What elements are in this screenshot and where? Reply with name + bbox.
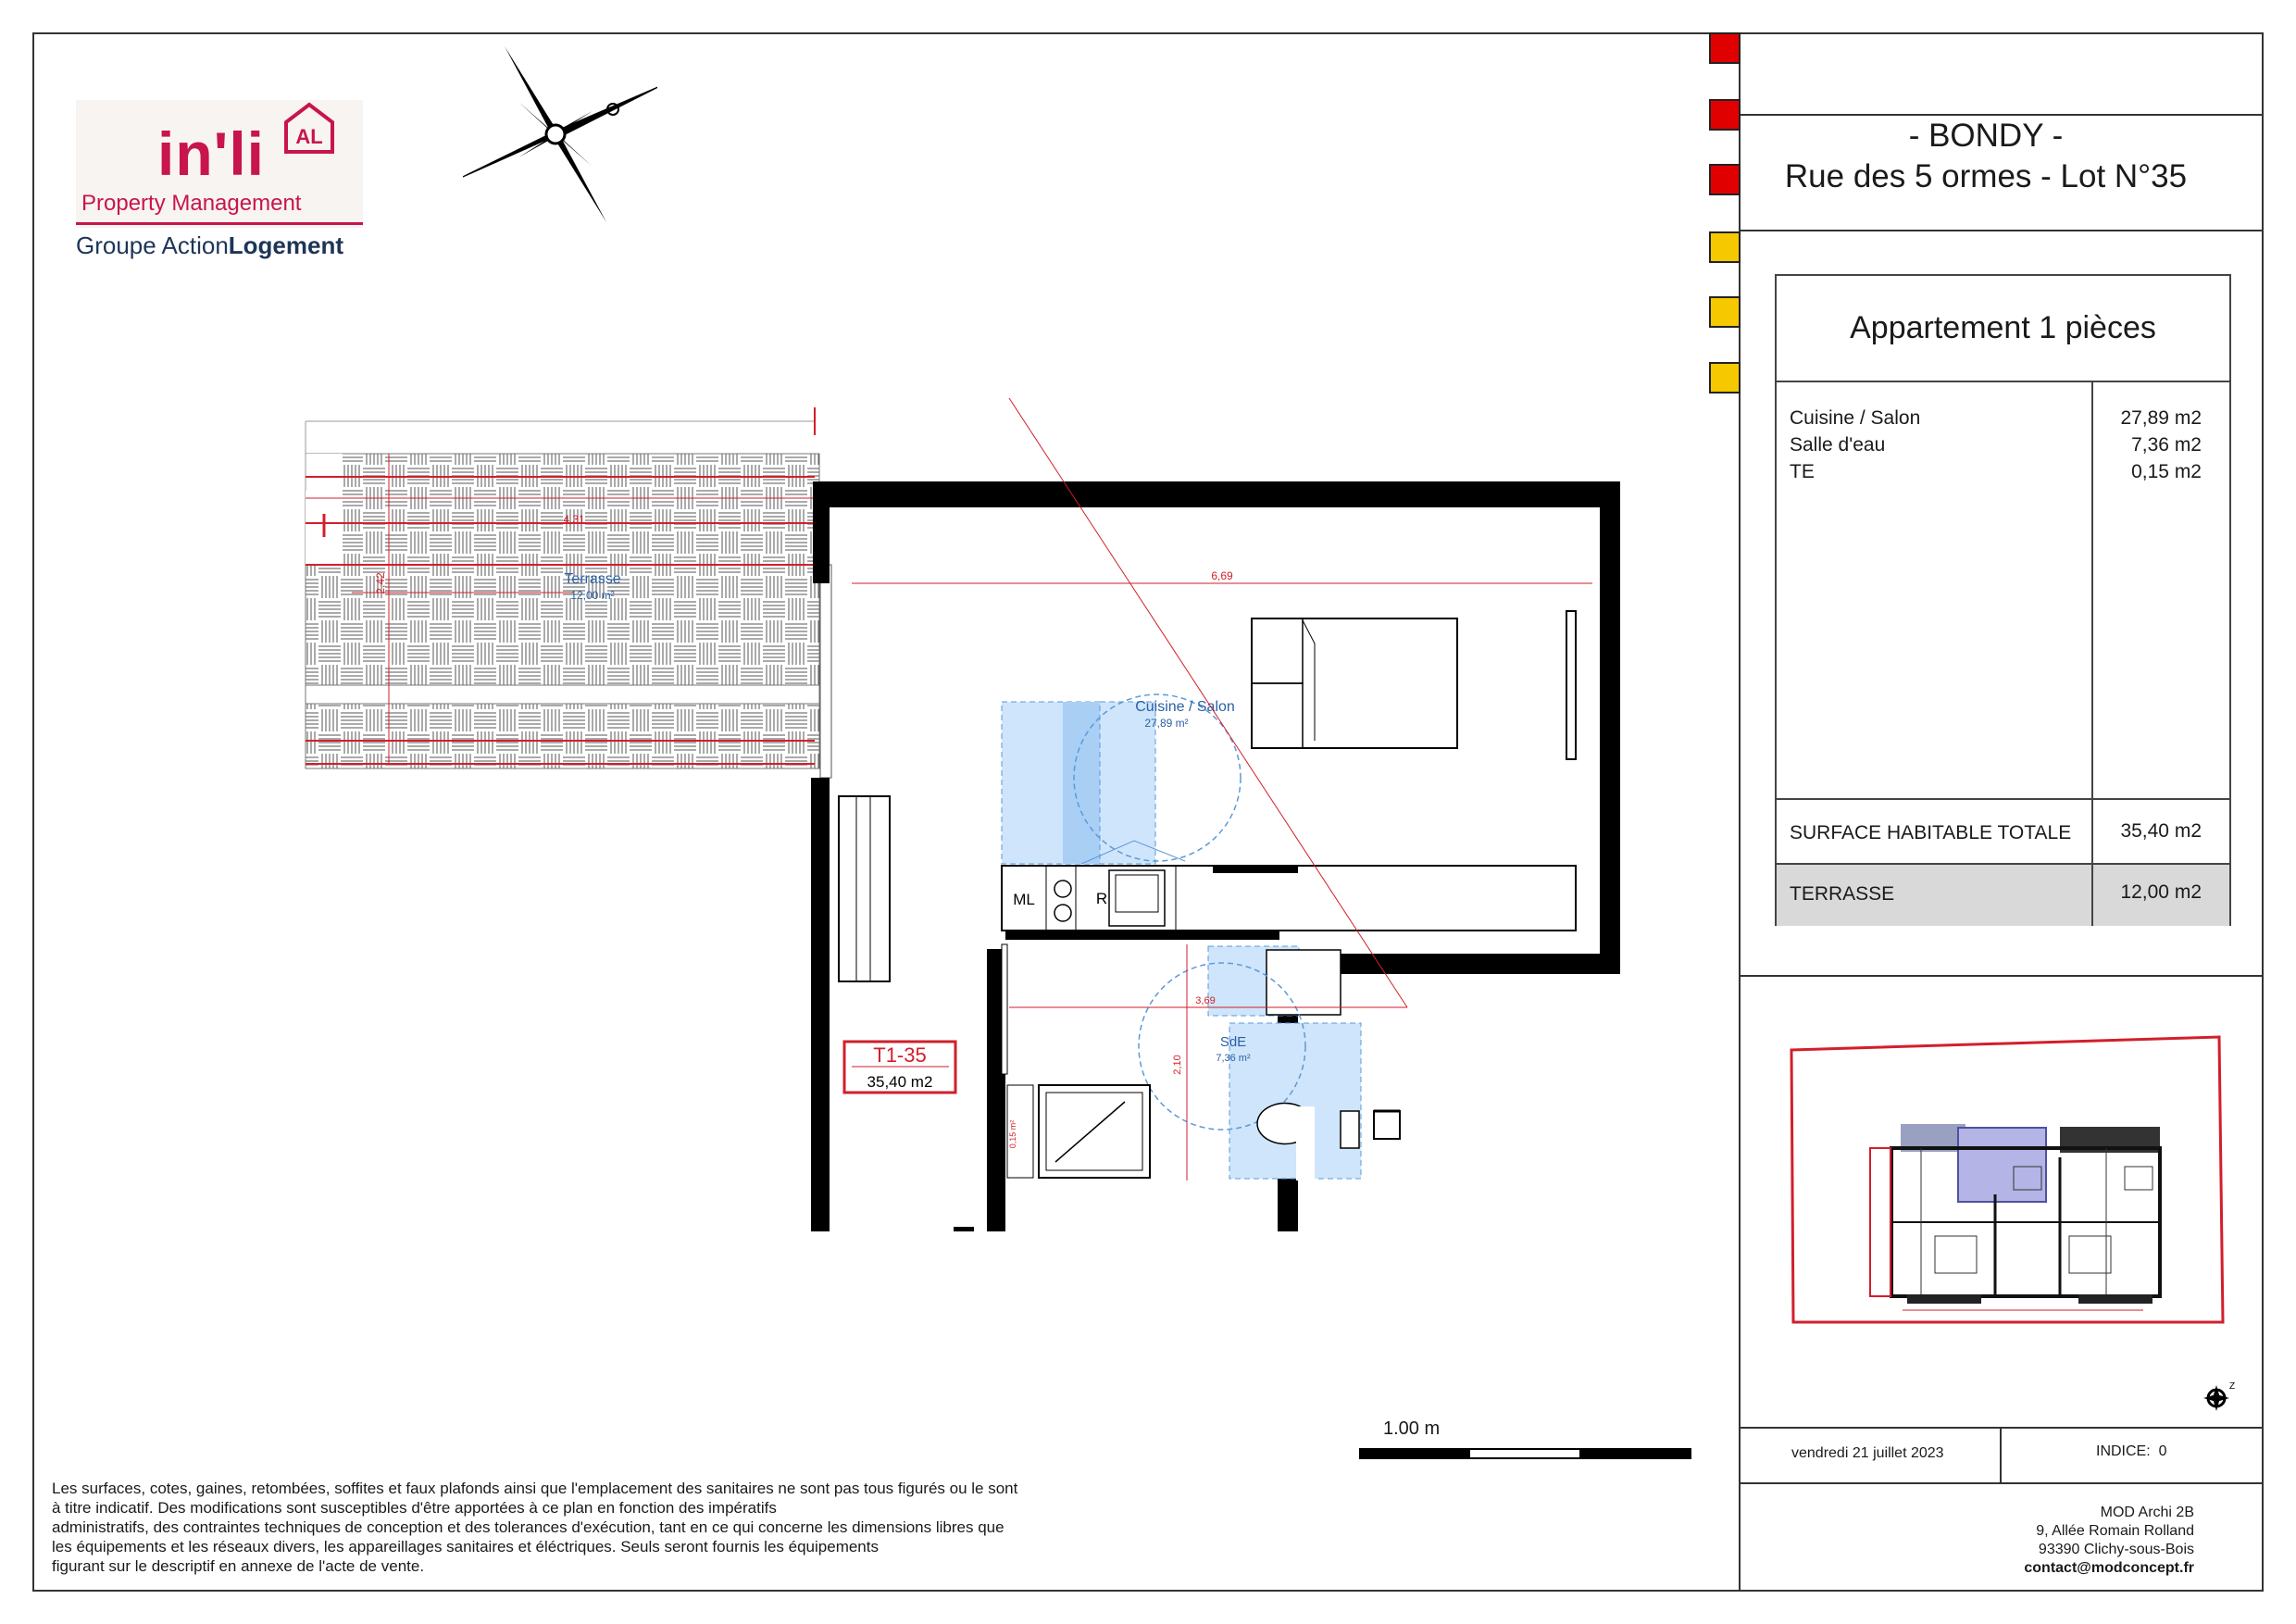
terrace-label: Terrasse	[564, 571, 621, 587]
legal-line: les équipements et les réseaux divers, les appareillages sanitaires et éléctriques. Seuls seront fournis les équipements	[52, 1538, 879, 1555]
lot-area: 35,40 m2	[867, 1073, 933, 1091]
surface-table	[1775, 274, 2231, 926]
sde-label: SdE	[1219, 1034, 1247, 1050]
dim-sde-height: 2,10	[1172, 1055, 1183, 1075]
legal-line: figurant sur le descriptif en annexe de l'acte de vente.	[52, 1557, 425, 1575]
logo-rule	[76, 222, 363, 225]
architect-street: 9, Allée Romain Rolland	[2036, 1523, 2194, 1539]
surface-table-divider	[2091, 382, 2093, 926]
living-room-label: Cuisine / Salon	[1135, 699, 1235, 715]
compass-rose-icon	[463, 46, 657, 231]
plan-date: vendredi 21 juillet 2023	[1791, 1445, 1944, 1461]
dim-sde-width: 3,69	[1195, 995, 1216, 1006]
architect-block	[1741, 1504, 2194, 1578]
project-city: - BONDY -	[1908, 118, 2064, 154]
accessibility-zone-strip	[1063, 702, 1100, 864]
revision-marker	[1709, 362, 1741, 394]
logo-group-b: Logement	[228, 231, 344, 259]
room-area: 0,15 m2	[2131, 461, 2202, 482]
divider-company	[1739, 1482, 2264, 1484]
window-left	[839, 796, 890, 981]
washing-machine-label: ML	[1013, 891, 1035, 908]
room-name: TE	[1790, 461, 1815, 482]
revision-marker	[1709, 231, 1741, 263]
room-name: Cuisine / Salon	[1790, 407, 1921, 429]
walls	[811, 481, 1620, 1231]
room-area: 7,36 m2	[2131, 434, 2202, 456]
living-room-area: 27,89 m²	[1144, 717, 1189, 730]
surface-table-title: Appartement 1 pièces	[1777, 276, 2229, 382]
key-plan	[1782, 1028, 2236, 1333]
title-column-divider	[1739, 32, 1741, 1592]
floor-plan	[296, 398, 1629, 1231]
company-logo	[76, 100, 363, 265]
legal-line: Les surfaces, cotes, gaines, retombées, soffites et faux plafonds ainsi que l'emplacement des sanitaires ne sont pas tous figurés ou le sont	[52, 1480, 1018, 1497]
legal-line: administratifs, des contraintes techniques de conception et des tolerances d'exécution, tant en ce qui concerne les dimensions libres que	[52, 1518, 1004, 1536]
scale-label: 1.00 m	[1383, 1418, 1441, 1439]
room-name: Salle d'eau	[1790, 434, 1886, 456]
logo-badge-text: AL	[295, 125, 323, 148]
logo-group-a: Groupe Action	[76, 231, 229, 259]
lot-code: T1-35	[873, 1043, 927, 1067]
dim-terrace-width: 4,31	[563, 513, 585, 526]
svg-text:Z: Z	[2229, 1381, 2236, 1392]
divider-date-indice	[2000, 1427, 2002, 1482]
dim-terrace-height: 2,42	[374, 572, 387, 594]
project-title	[1741, 116, 2231, 231]
architect-contact: contact@modconcept.fr	[2024, 1560, 2194, 1576]
architect-city: 93390 Clichy-sous-Bois	[2038, 1542, 2194, 1557]
terrace-value: 12,00 m2	[2120, 881, 2202, 903]
terrace-area-label: 12,00 m²	[570, 589, 615, 602]
logo-brand: in'li	[157, 119, 266, 188]
room-area: 27,89 m2	[2120, 407, 2202, 429]
plan-indice: INDICE: 0	[2096, 1443, 2167, 1459]
logo-group	[76, 231, 343, 260]
revision-marker	[1709, 296, 1741, 328]
legal-line: à titre indicatif. Des modifications sont susceptibles d'être apportées à ce plan en fonction des impératifs	[52, 1499, 777, 1517]
washbasin	[1267, 950, 1341, 1015]
te-area-label: 0,15 m²	[1008, 1119, 1017, 1149]
bed	[1252, 618, 1457, 748]
project-address: Rue des 5 ormes - Lot N°35	[1784, 158, 2188, 194]
total-value: 35,40 m2	[2120, 820, 2202, 842]
north-arrow-icon	[2200, 1378, 2237, 1415]
revision-marker	[1709, 99, 1741, 131]
window-right	[1566, 611, 1576, 759]
logo-house-badge-icon	[281, 100, 337, 157]
terrace-label: TERRASSE	[1790, 883, 1895, 905]
terrace-divider	[2091, 863, 2093, 926]
shower	[1039, 1085, 1150, 1178]
logo-tagline: Property Management	[81, 191, 302, 216]
architect-name: MOD Archi 2B	[2100, 1505, 2194, 1520]
sde-area-label: 7,36 m²	[1216, 1053, 1251, 1064]
legal-notice	[52, 1479, 1209, 1576]
revision-marker	[1709, 164, 1741, 195]
fridge-label: R	[1095, 890, 1108, 907]
dim-living-width: 6,69	[1211, 569, 1233, 582]
divider-keyplan	[1739, 975, 2264, 977]
scale-bar	[1359, 1447, 1692, 1460]
kitchen-counter	[1002, 866, 1576, 931]
surface-total-rule	[1777, 798, 2229, 800]
total-label: SURFACE HABITABLE TOTALE	[1790, 822, 2072, 843]
revision-marker	[1709, 32, 1741, 64]
